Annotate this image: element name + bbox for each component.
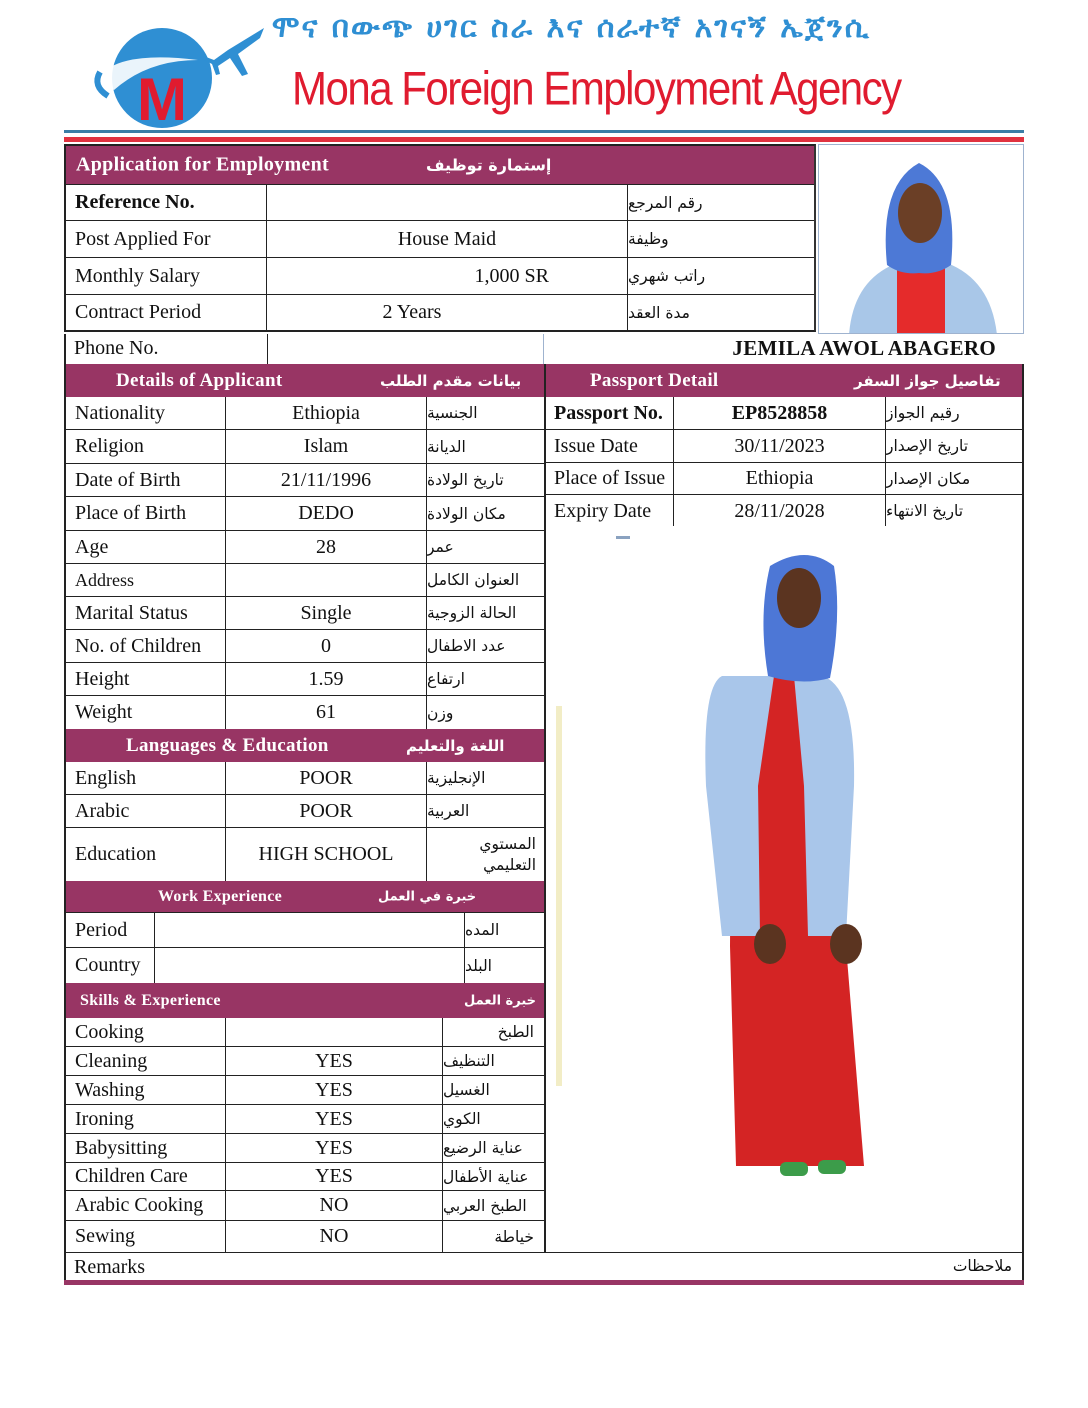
religion-value: Islam [226, 430, 427, 463]
phone-field [267, 334, 544, 364]
babysitting-label-ar: عناية الرضيع [443, 1139, 523, 1157]
arabic-label-ar: العربية [427, 802, 470, 820]
passport-row [546, 495, 1022, 528]
agency-logo-icon [78, 20, 268, 128]
application-header [66, 146, 814, 184]
full-body-photo-icon [546, 526, 1022, 1250]
skills-header [66, 983, 544, 1018]
country-value [155, 948, 465, 983]
arabic-cooking-label-ar: الطبخ العربي [443, 1196, 527, 1215]
salary-row [66, 258, 814, 295]
languages-title-ar: اللغة والتعليم [406, 736, 505, 755]
issue-date-value: 30/11/2023 [674, 430, 886, 462]
language-row [66, 795, 544, 828]
application-title: Application for Employment [76, 153, 329, 176]
washing-value: YES [226, 1076, 443, 1104]
application-table [64, 144, 816, 332]
passport-title-ar: تفاصيل جواز السفر [854, 371, 1001, 390]
education-value: HIGH SCHOOL [226, 828, 427, 881]
passport-row [546, 430, 1022, 463]
salary-spacer [549, 258, 628, 294]
marital-value: Single [226, 597, 427, 629]
headshot-photo-icon [819, 145, 1024, 334]
ironing-value: YES [226, 1105, 443, 1133]
age-label-ar: عمر [427, 538, 454, 556]
dob-label-ar: تاريخ الولادة [427, 471, 504, 489]
age-label: Age [66, 531, 226, 563]
sewing-label: Sewing [66, 1221, 226, 1252]
nationality-label: Nationality [66, 397, 226, 429]
cleaning-label-ar: التنظيف [443, 1052, 495, 1070]
period-label: Period [66, 913, 155, 947]
work-row [66, 948, 544, 983]
phone-row [64, 334, 1024, 364]
work-header [66, 881, 544, 912]
applicant-headshot [818, 144, 1024, 334]
marital-label: Marital Status [66, 597, 226, 629]
place-of-issue-label: Place of Issue [546, 463, 674, 494]
sewing-label-ar: خياطة [494, 1227, 534, 1246]
post-label: Post Applied For [66, 221, 267, 257]
country-label-ar: البلد [465, 956, 492, 975]
passport-column [544, 364, 1024, 1252]
nationality-value: Ethiopia [226, 397, 427, 429]
header-divider-red [64, 137, 1024, 142]
amharic-agency-name: ሞና በውጭ ሀገር ስራ እና ሰራተኛ አገናኝ ኤጀንሲ [272, 10, 871, 45]
passport-title: Passport Detail [590, 369, 719, 391]
details-row [66, 564, 544, 597]
expiry-date-value: 28/11/2028 [674, 495, 886, 527]
children-value: 0 [226, 630, 427, 662]
post-row [66, 221, 814, 258]
education-label-ar: المستوي التعليمي [479, 835, 536, 874]
address-label: Address [66, 564, 226, 596]
arabic-cooking-label: Arabic Cooking [66, 1191, 226, 1220]
weight-label-ar: وزن [427, 703, 454, 722]
details-title-ar: بيانات مقدم الطلب [380, 371, 522, 390]
marital-label-ar: الحالة الزوجية [427, 604, 517, 622]
reference-value [267, 185, 628, 220]
ironing-label: Ironing [66, 1105, 226, 1133]
expiry-date-label-ar: تاريخ الانتهاء [886, 502, 964, 520]
skill-row [66, 1191, 544, 1221]
skill-row [66, 1076, 544, 1105]
english-label-ar: الإنجليزية [427, 769, 486, 787]
skills-title-ar: خبرة العمل [464, 993, 536, 1008]
period-value [155, 913, 465, 947]
children-care-label-ar: عناية الأطفال [443, 1167, 529, 1186]
height-value: 1.59 [226, 663, 427, 695]
passport-no-label: Passport No. [546, 397, 674, 429]
details-row [66, 597, 544, 630]
agency-name: Mona Foreign Employment Agency [292, 62, 901, 115]
details-row [66, 464, 544, 497]
skill-row [66, 1134, 544, 1163]
contract-label: Contract Period [66, 295, 267, 330]
svg-text:M: M [137, 66, 187, 128]
nationality-label-ar: الجنسية [427, 404, 478, 422]
details-title: Details of Applicant [116, 369, 283, 391]
languages-title: Languages & Education [126, 734, 329, 756]
passport-no-label-ar: رقيم الجواز [886, 404, 960, 422]
children-care-value: YES [226, 1163, 443, 1190]
salary-label-ar: راتب شهري [628, 267, 706, 285]
arabic-label: Arabic [66, 795, 226, 827]
education-label: Education [66, 828, 226, 881]
country-label: Country [66, 948, 155, 983]
salary-value: 1,000 SR [474, 264, 549, 287]
passport-header [546, 364, 1022, 397]
address-value [226, 564, 427, 596]
remarks-row [64, 1252, 1024, 1282]
arabic-cooking-value: NO [226, 1191, 443, 1220]
details-row [66, 430, 544, 464]
skill-row [66, 1221, 544, 1252]
passport-row [546, 463, 1022, 495]
sewing-value: NO [226, 1221, 443, 1252]
cleaning-label: Cleaning [66, 1047, 226, 1075]
applicant-full-body-photo [546, 526, 1022, 1250]
issue-date-label-ar: تاريخ الإصدار [886, 437, 969, 455]
details-row [66, 696, 544, 729]
english-label: English [66, 762, 226, 794]
reference-label: Reference No. [66, 185, 267, 220]
details-header [66, 364, 544, 397]
skill-row [66, 1047, 544, 1076]
application-title-ar: إستمارة توظيف [426, 155, 552, 175]
contract-label-ar: مدة العقد [628, 303, 690, 322]
header-divider-blue [64, 130, 1024, 133]
height-label-ar: ارتفاع [427, 670, 465, 688]
work-title: Work Experience [158, 887, 283, 905]
applicant-name: JEMILA AWOL ABAGERO [732, 336, 996, 360]
applicant-details-column [64, 364, 546, 1252]
washing-label-ar: الغسيل [443, 1081, 490, 1099]
pob-value: DEDO [226, 497, 427, 530]
remarks-label-ar: ملاحظات [952, 1257, 1012, 1275]
skills-title: Skills & Experience [80, 991, 221, 1009]
cleaning-value: YES [226, 1047, 443, 1075]
details-row [66, 397, 544, 430]
children-care-label: Children Care [66, 1163, 226, 1190]
cooking-value [226, 1018, 443, 1046]
work-title-ar: خبرة في العمل [378, 889, 477, 904]
babysitting-label: Babysitting [66, 1134, 226, 1162]
weight-label: Weight [66, 696, 226, 729]
children-label: No. of Children [66, 630, 226, 662]
details-row [66, 497, 544, 531]
contract-row [66, 295, 814, 330]
period-label-ar: المده [465, 921, 500, 939]
languages-header [66, 729, 544, 762]
phone-label: Phone No. [74, 337, 159, 359]
reference-label-ar: رقم المرجع [628, 193, 703, 212]
skill-row [66, 1018, 544, 1047]
post-value: House Maid [267, 221, 628, 257]
age-value: 28 [226, 531, 427, 563]
passport-no-value: EP8528858 [674, 397, 886, 429]
children-label-ar: عدد الاطفال [427, 637, 506, 655]
pob-label-ar: مكان الولادة [427, 504, 506, 523]
skill-row [66, 1105, 544, 1134]
weight-value: 61 [226, 696, 427, 729]
work-row [66, 912, 544, 948]
place-of-issue-label-ar: مكان الإصدار [886, 469, 971, 488]
pob-label: Place of Birth [66, 497, 226, 530]
english-value: POOR [226, 762, 427, 794]
place-of-issue-value: Ethiopia [674, 463, 886, 494]
language-row [66, 762, 544, 795]
footer-divider [64, 1280, 1024, 1285]
salary-label: Monthly Salary [66, 258, 267, 294]
passport-row [546, 397, 1022, 430]
cooking-label-ar: الطبخ [497, 1023, 534, 1041]
contract-value: 2 Years [267, 295, 628, 330]
issue-date-label: Issue Date [546, 430, 674, 462]
arabic-value: POOR [226, 795, 427, 827]
details-row [66, 630, 544, 663]
religion-label-ar: الديانة [427, 437, 466, 456]
address-label-ar: العنوان الكامل [427, 571, 520, 589]
ironing-label-ar: الكوي [443, 1110, 481, 1128]
cooking-label: Cooking [66, 1018, 226, 1046]
dob-value: 21/11/1996 [226, 464, 427, 496]
education-row [66, 828, 544, 881]
expiry-date-label: Expiry Date [546, 495, 674, 527]
letterhead [64, 0, 1024, 142]
babysitting-value: YES [226, 1134, 443, 1162]
details-row [66, 663, 544, 696]
height-label: Height [66, 663, 226, 695]
religion-label: Religion [66, 430, 226, 463]
skill-row [66, 1163, 544, 1191]
post-label-ar: وظيفة [628, 230, 669, 248]
remarks-label: Remarks [74, 1256, 146, 1278]
washing-label: Washing [66, 1076, 226, 1104]
reference-row [66, 184, 814, 221]
dob-label: Date of Birth [66, 464, 226, 496]
details-row [66, 531, 544, 564]
